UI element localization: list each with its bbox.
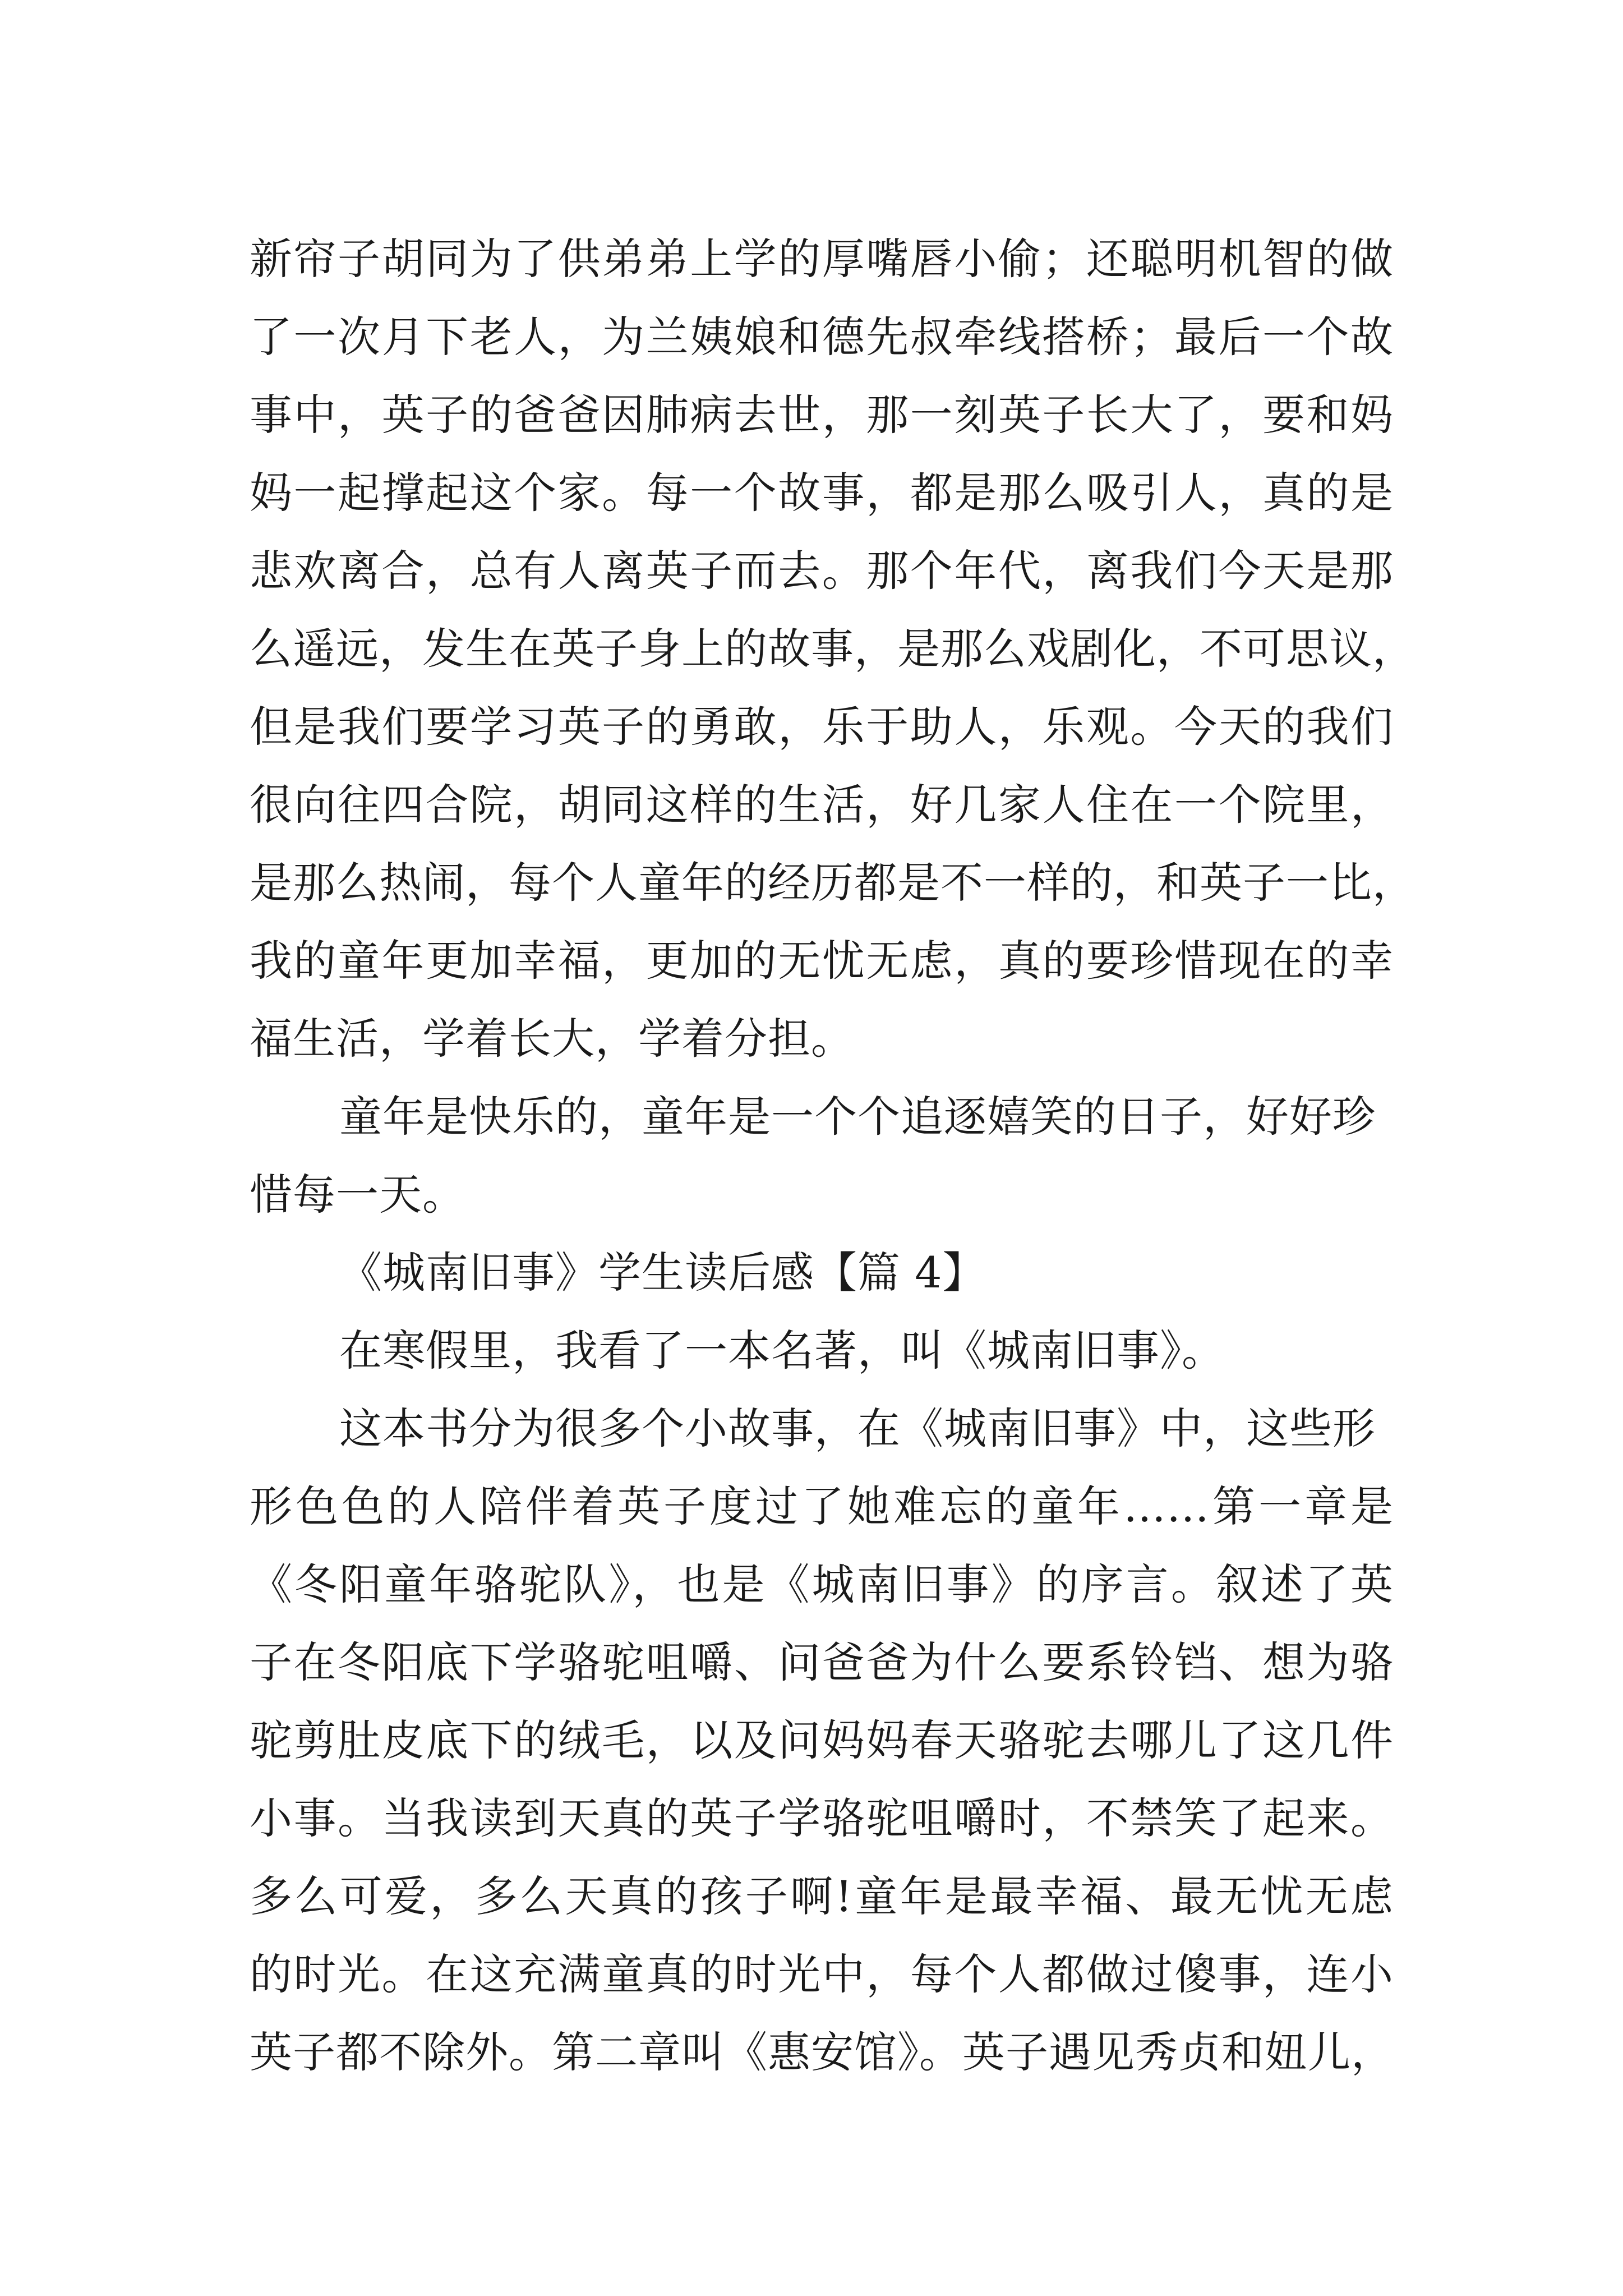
text-line: 的时光。在这充满童真的时光中，每个人都做过傻事，连小 (250, 1949, 1394, 1999)
text-line: 惜每一天。 (250, 1170, 465, 1220)
text-line: 事中，英子的爸爸因肺病去世，那一刻英子长大了，要和妈 (250, 390, 1394, 440)
section-heading: 《城南旧事》学生读后感【篇 4】 (339, 1248, 986, 1297)
text-line: 妈一起撑起这个家。每一个故事，都是那么吸引人，真的是 (250, 468, 1394, 518)
text-line: 小事。当我读到天真的英子学骆驼咀嚼时，不禁笑了起来。 (250, 1793, 1394, 1843)
text-line: 福生活，学着长大，学着分担。 (250, 1014, 854, 1064)
document-page (250, 220, 1415, 2091)
text-line: 多么可爱，多么天真的孩子啊!童年是最幸福、最无忧无虑 (250, 1871, 1394, 1921)
paragraph-first-line: 这本书分为很多个小故事，在《城南旧事》中，这些形 (339, 1404, 1376, 1453)
text-line: 子在冬阳底下学骆驼咀嚼、问爸爸为什么要系铃铛、想为骆 (250, 1637, 1394, 1687)
text-line: 是那么热闹，每个人童年的经历都是不一样的，和英子一比， (250, 858, 1415, 908)
paragraph-first-line: 童年是快乐的，童年是一个个追逐嬉笑的日子，好好珍 (339, 1092, 1376, 1142)
text-line: 我的童年更加幸福，更加的无忧无虑，真的要珍惜现在的幸 (250, 936, 1394, 986)
text-line: 但是我们要学习英子的勇敢，乐于助人，乐观。今天的我们 (250, 702, 1394, 752)
text-line: 驼剪肚皮底下的绒毛，以及问妈妈春天骆驼去哪儿了这几件 (250, 1715, 1394, 1765)
text-line: 《冬阳童年骆驼队》，也是《城南旧事》的序言。叙述了英 (250, 1559, 1394, 1609)
text-line: 英子都不除外。第二章叫《惠安馆》。英子遇见秀贞和妞儿， (250, 2027, 1394, 2077)
text-line: 很向往四合院，胡同这样的生活，好几家人住在一个院里， (250, 780, 1394, 830)
text-line: 新帘子胡同为了供弟弟上学的厚嘴唇小偷；还聪明机智的做 (250, 234, 1394, 284)
paragraph-first-line: 在寒假里，我看了一本名著，叫《城南旧事》。 (339, 1326, 1225, 1375)
text-line: 形色色的人陪伴着英子度过了她难忘的童年……第一章是 (250, 1481, 1394, 1531)
text-line: 悲欢离合，总有人离英子而去。那个年代，离我们今天是那 (250, 546, 1394, 596)
text-line: 了一次月下老人，为兰姨娘和德先叔牵线搭桥；最后一个故 (250, 312, 1394, 362)
text-line: 么遥远，发生在英子身上的故事，是那么戏剧化，不可思议， (250, 624, 1415, 674)
